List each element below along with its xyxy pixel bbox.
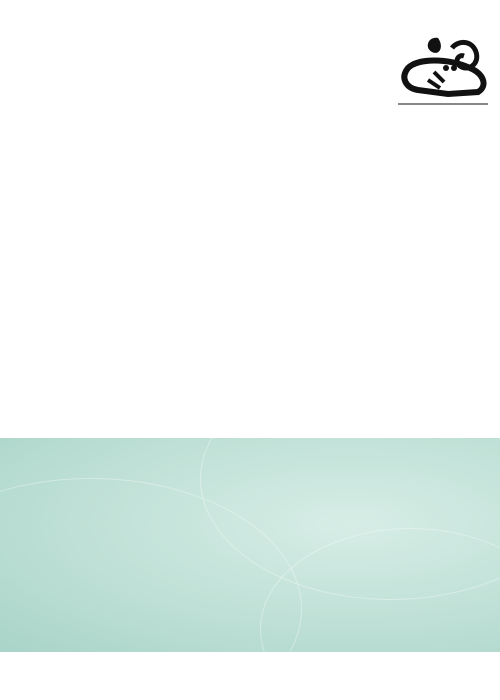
credits-column-1 bbox=[30, 436, 166, 438]
credits-column-3 bbox=[326, 436, 476, 440]
store-footer bbox=[0, 652, 500, 700]
credits-panel bbox=[0, 438, 500, 652]
jafari-novin-logo bbox=[388, 28, 496, 140]
credits-column-2 bbox=[176, 436, 316, 439]
